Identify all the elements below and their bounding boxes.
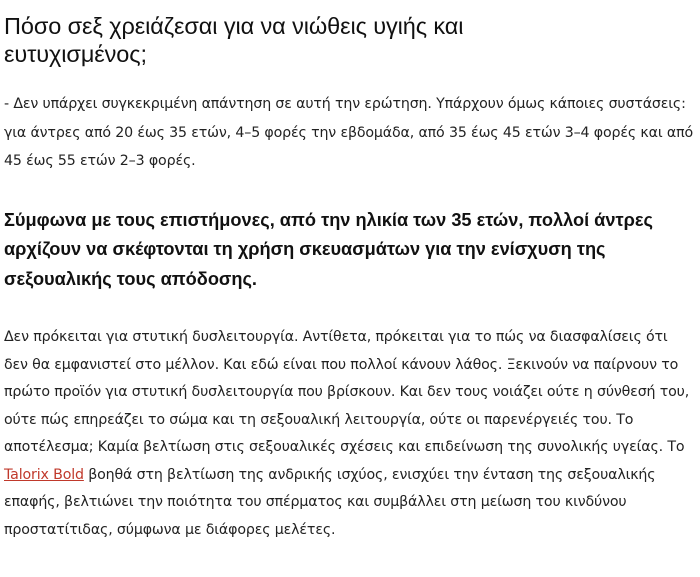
intro-paragraph: - Δεν υπάρχει συγκεκριμένη απάντηση σε αυτή την ερώτηση. Υπάρχουν όμως κάποιες συστάσεις: για άντρες από 20 έως 35 ετών, 4–5 φορές την εβδομάδα, από 35 έως 45 ετών 3–4 φορές και από 45 έως 55 ετών 2–3 φορές. [4, 96, 693, 169]
body-paragraph [4, 324, 694, 544]
body-text-after-link: βοηθά στη βελτίωση της ανδρικής ισχύος, ενισχύει την ένταση της σεξουαλικής επαφής, βελτιώνει την ποιότητα του σπέρματος και συμβάλλει στη μείωση του κινδύνου προστατίτιδας, σύμφωνα με διάφορες μελέτες. [4, 466, 656, 538]
article-heading: Πόσο σεξ χρειάζεσαι για να νιώθεις υγιής και ευτυχισμένος; [4, 13, 464, 67]
product-link[interactable]: Talorix Bold [4, 466, 84, 483]
body-text-before-link: Δεν πρόκειται για στυτική δυσλειτουργία. Αντίθετα, πρόκειται για το πώς να διασφαλίσεις ότι δεν θα εμφανιστεί στο μέλλον. Και εδώ είναι που πολλοί κάνουν λάθος. Ξεκινούν να παίρνουν το πρώτο προϊόν για στυτική δυσλειτουργία που βρίσκουν. Και δεν τους νοιάζει ούτε η σύνθεσή του, ούτε πώς επηρεάζει το σώμα και τη σεξουαλική λειτουργία, ούτε οι παρενέργειές του. Το αποτέλεσμα; Καμία βελτίωση στις σεξουαλικές σχέσεις και επιδείνωση της συνολικής υγείας. Το [4, 329, 690, 455]
highlight-paragraph: Σύμφωνα με τους επιστήμονες, από την ηλικία των 35 ετών, πολλοί άντρες αρχίζουν να σκέφτονται τη χρήση σκευασμάτων για την ενίσχυση της σεξουαλικής τους απόδοσης. [4, 209, 653, 289]
